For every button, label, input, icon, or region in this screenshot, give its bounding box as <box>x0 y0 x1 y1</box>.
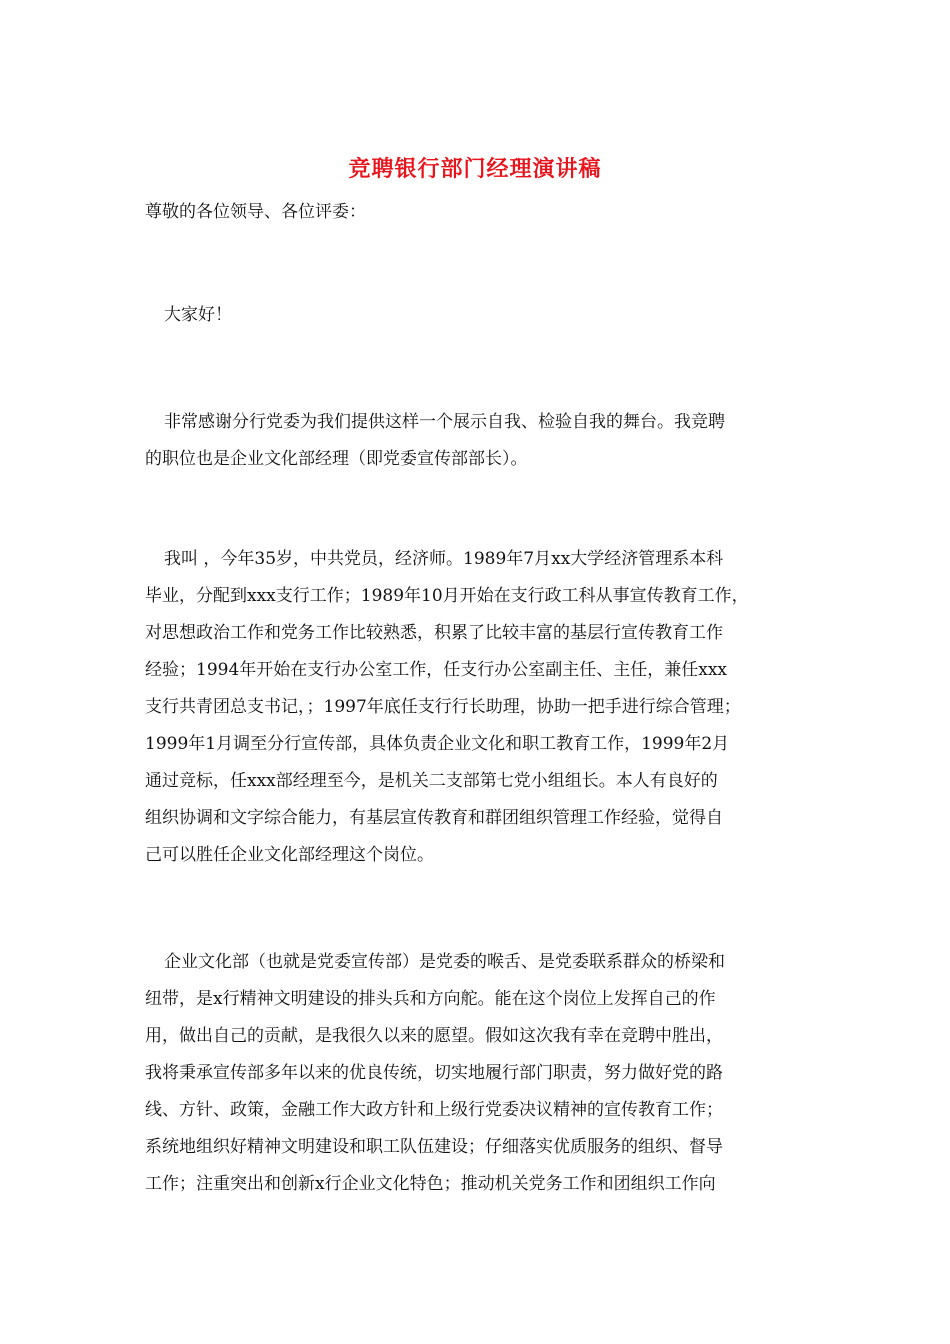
paragraph-line: 对思想政治工作和党务工作比较熟悉，积累了比较丰富的基层行宣传教育工作 <box>145 623 723 643</box>
paragraph-line: 通过竞标，任xxx部经理至今，是机关二支部第七党小组组长。本人有良好的 <box>145 771 718 791</box>
paragraph-line: 己可以胜任企业文化部经理这个岗位。 <box>145 845 434 865</box>
paragraph-line: 用，做出自己的贡献，是我很久以来的愿望。假如这次我有幸在竞聘中胜出， <box>145 1026 723 1046</box>
paragraph-line: 组织协调和文字综合能力，有基层宣传教育和群团组织管理工作经验，觉得自 <box>145 808 723 828</box>
paragraph-line: 企业文化部（也就是党委宣传部）是党委的喉舌、是党委联系群众的桥梁和 <box>164 952 725 972</box>
paragraph-line: 的职位也是企业文化部经理（即党委宣传部部长）。 <box>145 449 528 469</box>
salutation: 尊敬的各位领导、各位评委： <box>145 202 366 222</box>
paragraph-self-introduction <box>145 541 815 874</box>
paragraph-line: 纽带，是x行精神文明建设的排头兵和方向舵。能在这个岗位上发挥自己的作 <box>145 989 716 1009</box>
paragraph-line: 支行共青团总支书记，；1997年底任支行行长助理，协助一把手进行综合管理； <box>145 697 741 717</box>
paragraph-department-role <box>145 944 815 1203</box>
paragraph-line: 工作；注重突出和创新x行企业文化特色；推动机关党务工作和团组织工作向 <box>145 1174 716 1194</box>
paragraph-thanks <box>145 404 815 478</box>
paragraph-line: 我将秉承宣传部多年以来的优良传统，切实地履行部门职责，努力做好党的路 <box>145 1063 723 1083</box>
paragraph-line: 线、方针、政策，金融工作大政方针和上级行党委决议精神的宣传教育工作； <box>145 1100 723 1120</box>
paragraph-greeting <box>145 297 815 334</box>
paragraph-line: 毕业，分配到xxx支行工作；1989年10月开始在支行政工科从事宣传教育工作， <box>145 586 749 606</box>
paragraph-line: 1999年1月调至分行宣传部，具体负责企业文化和职工教育工作，1999年2月 <box>145 734 730 754</box>
paragraph-line: 经验；1994年开始在支行办公室工作，任支行办公室副主任、主任，兼任xxx <box>145 660 728 680</box>
document-title: 竞聘银行部门经理演讲稿 <box>348 156 602 182</box>
paragraph-line: 我叫 ，今年35岁，中共党员，经济师。1989年7月xx大学经济管理系本科 <box>164 549 724 569</box>
paragraph-line: 非常感谢分行党委为我们提供这样一个展示自我、检验自我的舞台。我竞聘 <box>164 412 725 432</box>
paragraph-line: 大家好！ <box>164 305 232 325</box>
paragraph-line: 系统地组织好精神文明建设和职工队伍建设；仔细落实优质服务的组织、督导 <box>145 1137 723 1157</box>
